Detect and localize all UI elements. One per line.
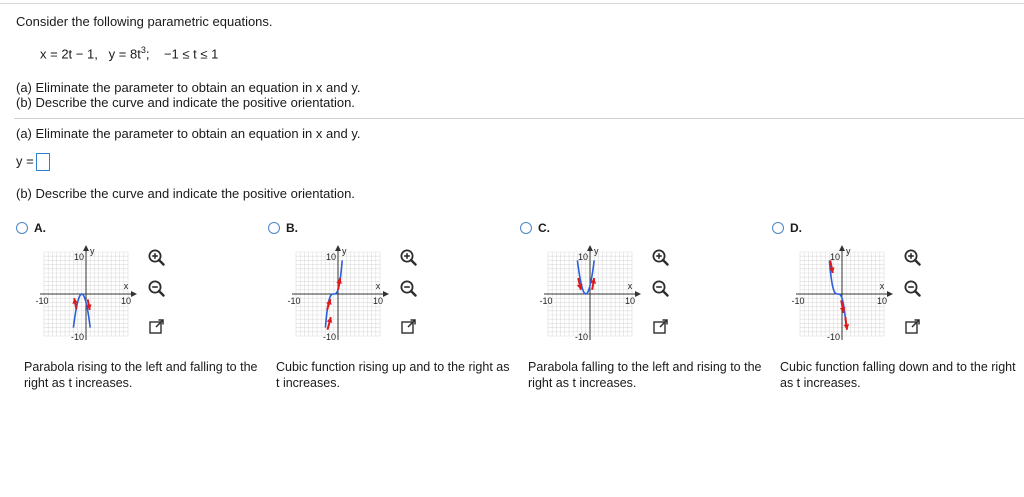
part-a-heading: (a) Eliminate the parameter to obtain an equation in x and y. [16, 126, 361, 141]
graph-b [276, 244, 396, 344]
graph-a [24, 244, 144, 344]
part-a-prompt: (a) Eliminate the parameter to obtain an equation in x and y. [16, 80, 361, 95]
y-max-label: 10 [73, 252, 84, 262]
top-divider [0, 3, 1024, 4]
y-max-label: 10 [325, 252, 336, 262]
y-min-label: -10 [70, 332, 84, 342]
x-max-label: 10 [372, 296, 384, 306]
eq-y-exp: 3 [140, 45, 146, 55]
x-axis-label: x [123, 281, 129, 291]
zoom-in-icon[interactable] [903, 248, 921, 266]
section-divider [14, 118, 1024, 119]
option-a-letter: A. [34, 221, 46, 235]
option-d-radio[interactable] [772, 222, 784, 234]
y-axis-label: y [846, 246, 851, 256]
x-axis-label: x [375, 281, 381, 291]
x-axis-label: x [627, 281, 633, 291]
y-max-label: 10 [829, 252, 840, 262]
popout-icon[interactable] [148, 318, 166, 336]
eq-y: y = 8t [108, 46, 141, 62]
graph-c [528, 244, 648, 344]
x-max-label: 10 [624, 296, 636, 306]
popout-icon[interactable] [400, 318, 418, 336]
option-b-letter: B. [286, 221, 298, 235]
zoom-in-icon[interactable] [147, 248, 165, 266]
parametric-equations [40, 45, 218, 61]
zoom-in-icon[interactable] [399, 248, 417, 266]
y-min-label: -10 [826, 332, 840, 342]
intro-text: Consider the following parametric equations. [16, 14, 273, 29]
part-b-heading: (b) Describe the curve and indicate the positive orientation. [16, 186, 355, 201]
popout-icon[interactable] [904, 318, 922, 336]
x-max-label: 10 [120, 296, 132, 306]
x-min-label: -10 [287, 296, 301, 306]
option-a-description: Parabola rising to the left and falling to the right as t increases. [24, 360, 258, 390]
y-axis-label: y [90, 246, 95, 256]
x-max-label: 10 [876, 296, 888, 306]
x-min-label: -10 [539, 296, 553, 306]
zoom-out-icon[interactable] [651, 279, 669, 297]
x-min-label: -10 [791, 296, 805, 306]
zoom-out-icon[interactable] [903, 279, 921, 297]
option-c-radio[interactable] [520, 222, 532, 234]
part-b-prompt: (b) Describe the curve and indicate the positive orientation. [16, 95, 355, 110]
zoom-out-icon[interactable] [399, 279, 417, 297]
x-min-label: -10 [35, 296, 49, 306]
answer-label: y = [16, 153, 34, 169]
option-b-description: Cubic function rising up and to the right as t increases. [276, 360, 510, 390]
option-a-radio[interactable] [16, 222, 28, 234]
eq-range: −1 ≤ t ≤ 1 [163, 46, 219, 62]
answer-input[interactable] [36, 153, 50, 171]
y-min-label: -10 [574, 332, 588, 342]
y-axis-label: y [342, 246, 347, 256]
option-d-description: Cubic function falling down and to the right as t increases. [780, 360, 1016, 390]
popout-icon[interactable] [652, 318, 670, 336]
zoom-in-icon[interactable] [651, 248, 669, 266]
answer-row [16, 153, 50, 171]
option-c-description: Parabola falling to the left and rising to the right as t increases. [528, 360, 762, 390]
zoom-out-icon[interactable] [147, 279, 165, 297]
x-axis-label: x [879, 281, 885, 291]
y-min-label: -10 [322, 332, 336, 342]
graph-d [780, 244, 900, 344]
eq-sep: ; [145, 46, 150, 62]
y-axis-label: y [594, 246, 599, 256]
option-b-radio[interactable] [268, 222, 280, 234]
option-c-letter: C. [538, 221, 550, 235]
y-max-label: 10 [577, 252, 588, 262]
eq-x: x = 2t − 1, [40, 46, 98, 62]
option-d-letter: D. [790, 221, 802, 235]
